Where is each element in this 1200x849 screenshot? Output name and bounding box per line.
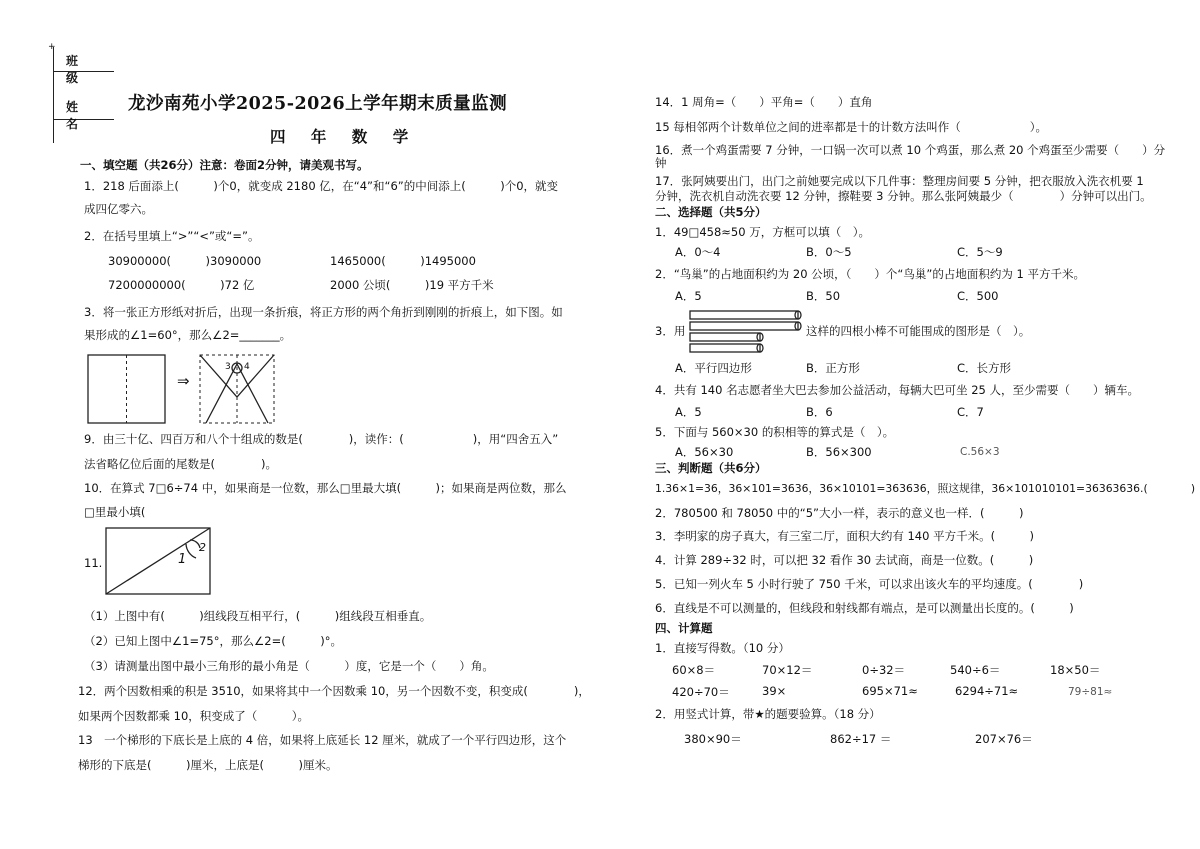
judge-2: 2．780500 和 78050 中的“5”大小一样，表示的意义也一样．( ) [655,506,1024,520]
calc-2-item-1: 380×90＝ [684,732,742,746]
question-13-line2: 梯形的下底是( )厘米，上底是( )厘米。 [78,758,338,772]
judge-5: 5．已知一列火车 5 小时行驶了 750 千米，可以求出该火车的平均速度。( ) [655,577,1084,591]
calc-1-item-10: 79÷81≈ [1068,686,1113,698]
calc-1-item-2: 70×12＝ [762,663,813,677]
choice-3-prefix: 3．用 [655,324,686,338]
question-11-part3: （3）请测量出图中最小三角形的最小角是（ ）度，它是一个（ ）角。 [84,659,494,673]
calc-2-heading: 2．用竖式计算，带★的题要验算。（18 分） [655,707,881,721]
choice-3-text: 这样的四根小棒不可能围成的图形是（ ）。 [806,324,1031,338]
question-9-line1: 9．由三十亿、四百万和八个十组成的数是( )，读作：( )，用“四舍五入” [84,432,559,446]
question-11-part2: （2）已知上图中∠1=75°，那么∠2=( )°。 [84,634,342,648]
question-2-compare-2: 1465000( )1495000 [330,254,476,268]
question-16-line2: 钟 [655,156,667,170]
choice-4-option-a: A．5 [675,405,702,419]
choice-1-option-c: C．5～9 [957,245,1003,259]
name-row [54,95,114,131]
choice-5-option-b: B．56×300 [806,445,872,459]
judge-1: 1.36×1=36，36×101=3636，36×10101=363636，照这规律，36×101010101=36363636.( ) [655,482,1196,495]
calc-1-item-6: 420÷70＝ [672,685,730,699]
exam-title: 龙沙南苑小学2025-2026上学年期末质量监测 [128,94,508,114]
calc-1-item-8: 695×71≈ [862,684,918,698]
choice-4-option-c: C．7 [957,405,984,419]
question-17-line2: 分钟，洗衣机自动洗衣要 12 分钟，擦鞋要 3 分钟。那么张阿姨最少（ ）分钟可以出门。 [655,189,1152,203]
choice-3-option-b: B．正方形 [806,361,860,375]
section-calc: 四、计算题 [655,621,713,635]
class-label: 班 级 [66,54,87,85]
angle-3-label: 3 [225,362,231,372]
angle-4-label: 4 [244,362,250,372]
question-2-compare-4: 2000 公顷( )19 平方千米 [330,278,494,292]
section-choice: 二、选择题（共5分） [655,205,767,219]
choice-4: 4．共有 140 名志愿者坐大巴去参加公益活动，每辆大巴可坐 25 人，至少需要（ ）辆车。 [655,383,1140,397]
question-2-compare-3: 7200000000( )72 亿 [108,278,255,292]
question-2: 2．在括号里填上“>”“<”或“=”。 [84,229,260,243]
question-1-line2: 成四亿零六。 [84,202,153,216]
question-13-line1: 13 一个梯形的下底长是上底的 4 倍，如果将上底延长 12 厘米，就成了一个平行四边形，这个 [78,733,567,747]
angle-2-label: 2 [199,541,206,554]
angle-1-label: 1 [178,552,187,567]
question-15: 15 每相邻两个计数单位之间的进率都是十的计数方法叫作（ ）。 [655,120,1048,134]
choice-3-option-c: C．长方形 [957,361,1012,375]
calc-1-item-1: 60×8＝ [672,663,716,677]
calc-1-item-5: 18×50＝ [1050,663,1101,677]
calc-1-item-3: 0÷32＝ [862,663,906,677]
choice-2-option-a: A．5 [675,289,702,303]
question-11-part1: （1）上图中有( )组线段互相平行，( )组线段互相垂直。 [84,609,432,623]
question-2-compare-1: 30900000( )3090000 [108,254,262,268]
choice-2-option-c: C．500 [957,289,999,303]
choice-5-option-c: C.56×3 [960,446,1000,458]
question-3-line1: 3．将一张正方形纸对折后，出现一条折痕，将正方形的两个角折到刚刚的折痕上，如下图。如 [84,305,563,319]
square-paper [88,355,165,423]
section-judge: 三、判断题（共6分） [655,461,767,475]
judge-3: 3．李明家的房子真大，有三室二厅，面积大约有 140 平方千米。( ) [655,529,1035,543]
calc-2-item-3: 207×76＝ [975,732,1033,746]
question-14: 14．1 周角=（ ）平角=（ ）直角 [655,95,873,109]
question-1-line1: 1．218 后面添上( )个0，就变成 2180 亿，在“4”和“6”的中间添上( )个0，就变 [84,179,559,193]
diagonal [106,528,210,594]
calc-1-item-4: 540÷6＝ [950,663,1001,677]
question-11-label: 11. [84,556,103,570]
arrow-icon: ⇒ [177,372,190,390]
folding-figure [88,352,288,430]
exam-subtitle: 四 年 数 学 [270,127,419,146]
calc-1-heading: 1．直接写得数。（10 分） [655,641,790,655]
choice-1-option-b: B．0～5 [806,245,852,259]
class-row [54,47,114,85]
question-3-line2: 果形成的∠1=60°，那么∠2=_______。 [84,328,292,342]
choice-5-option-a: A．56×30 [675,445,734,459]
choice-3-option-a: A．平行四边形 [675,361,752,375]
question-17-line1: 17．张阿姨要出门，出门之前她要完成以下几件事：整理房间要 5 分钟，把衣服放入洗衣机要 1 [655,174,1144,188]
rectangle-diagonal-figure [106,526,216,596]
question-16: 16．煮一个鸡蛋需要 7 分钟，一口锅一次可以煮 10 个鸡蛋，那么煮 20 个鸡蛋至少需要（ ）分 [655,143,1166,157]
student-info-box [53,47,114,143]
choice-2: 2．“鸟巢”的占地面积约为 20 公顷，（ ）个“鸟巢”的占地面积约为 1 平方千米。 [655,267,1085,281]
choice-2-option-b: B．50 [806,289,841,303]
choice-4-option-b: B．6 [806,405,833,419]
choice-1: 1．49□458≈50 万，方框可以填（ ）。 [655,225,870,239]
question-10-line1: 10．在算式 7□6÷74 中，如果商是一位数，那么□里最大填( )；如果商是两位数，那么 [84,481,567,495]
calc-1-item-7: 39× [762,684,787,698]
question-10-line2: □里最小填( [84,505,146,519]
question-9-line2: 法省略亿位后面的尾数是( )。 [84,457,277,471]
question-12-line1: 12．两个因数相乘的积是 3510，如果将其中一个因数乘 10，另一个因数不变，积变成( )， [78,684,590,698]
judge-6: 6．直线是不可以测量的，但线段和射线都有端点，是可以测量出长度的。( ) [655,601,1074,615]
question-12-line2: 如果两个因数都乘 10，积变成了（ ）。 [78,709,310,723]
section-fill-blank: 一、填空题（共26分）注意：卷面2分钟，请美观书写。 [80,158,369,172]
judge-4: 4．计算 289÷32 时，可以把 32 看作 30 去试商，商是一位数。( ) [655,553,1034,567]
choice-1-option-a: A．0～4 [675,245,721,259]
calc-1-item-9: 6294÷71≈ [955,684,1019,698]
registration-mark: + [48,42,56,52]
calc-2-item-2: 862÷17 ＝ [830,732,892,746]
name-label: 姓 名 [66,100,87,131]
sticks-figure [688,309,804,353]
choice-5: 5．下面与 560×30 的积相等的算式是（ ）。 [655,425,895,439]
